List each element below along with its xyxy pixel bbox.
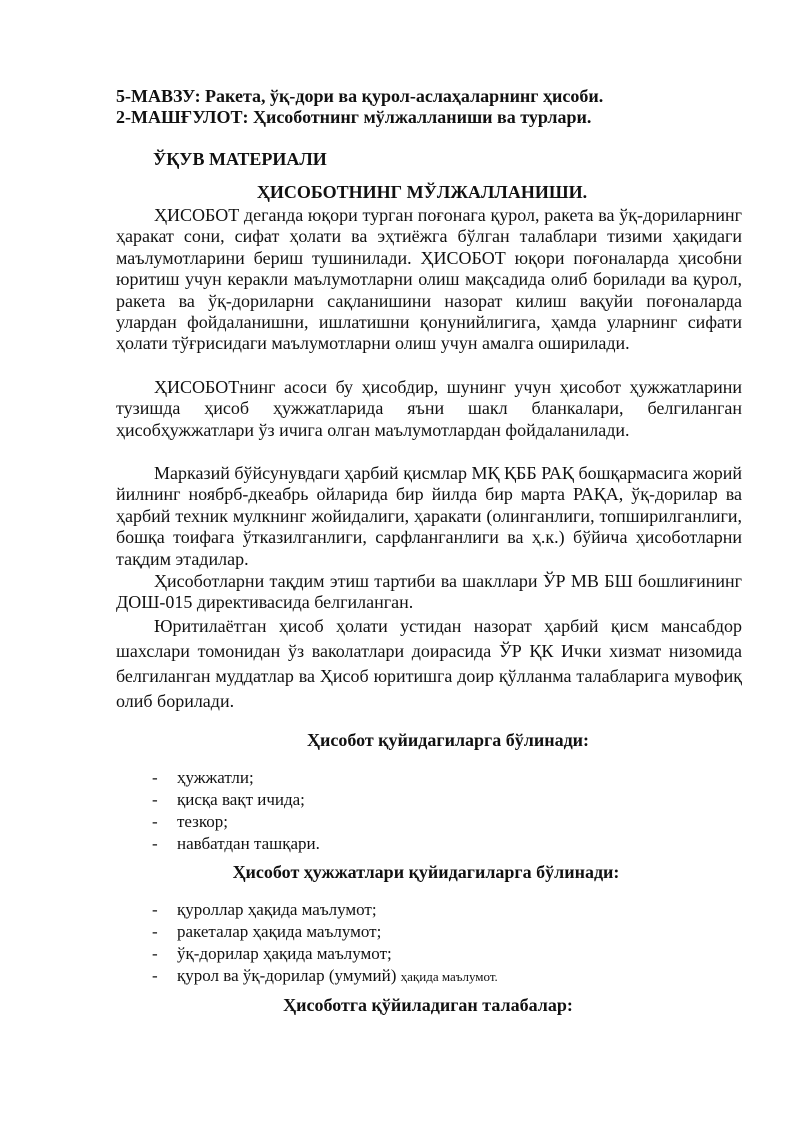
report-types-heading: Ҳисобот қуйидагиларга бўлинади: xyxy=(306,730,590,750)
paragraph-2: ҲИСОБОТнинг асоси бу ҳисобдир, шунинг учун ҳисобот ҳужжатларини тузишда ҳисоб ҳужжатларида яъни шакл бланкалари, белгиланган ҳисобҳужжатлари ўз ичига олган маълумотлардан фойдаланилади. xyxy=(116,377,742,440)
report-types-list xyxy=(152,767,320,855)
list-item: - навбатдан ташқари. xyxy=(152,833,320,855)
main-title: ҲИСОБОТНИНГ МЎЛЖАЛЛАНИШИ. xyxy=(256,182,588,202)
topic-heading: 5-МАВЗУ: Ракета, ўқ-дори ва қурол-аслаҳаларнинг ҳисоби. xyxy=(116,86,604,106)
list-item-main: қурол ва ўқ-дорилар (умумий) xyxy=(177,966,401,985)
section-label: ЎҚУВ МАТЕРИАЛИ xyxy=(153,149,327,169)
list-item: - қуроллар ҳақида маълумот; xyxy=(152,899,498,921)
list-item xyxy=(152,965,498,988)
list-item: - қисқа вақт ичида; xyxy=(152,789,320,811)
lesson-heading: 2-МАШҒУЛОТ: Ҳисоботнинг мўлжалланиши ва турлари. xyxy=(116,107,592,127)
list-item-small: ҳақида маълумот. xyxy=(400,969,498,984)
list-item: - ракеталар ҳақида маълумот; xyxy=(152,921,498,943)
list-item: - ўқ-дорилар ҳақида маълумот; xyxy=(152,943,498,965)
report-documents-list xyxy=(152,899,498,988)
paragraph-4: Ҳисоботларни тақдим этиш тартиби ва шакллари ЎР МВ БШ бошлиғининг ДОШ-015 директивасида белгиланган. xyxy=(116,571,742,613)
paragraph-1: ҲИСОБОТ деганда юқори турган поғонага қурол, ракета ва ўқ-дориларнинг ҳаракат сони, сифат ҳолати ва эҳтиёжга бўлган талаблари тизими ҳақидаги маълумотларини бериш тушинилади. ҲИСОБОТ юқори поғоналарда ҳисобни юритиш учун керакли маълумотларни олиш мақсадида олиб борилади ва қурол, ракета ва ўқ-дориларни сақланишини назорат килиш вақуйи поғоналарда улардан фойдаланишни, ишлатишни қонунийлигига, ҳамда уларнинг сифати ҳолати тўғрисидаги маълумотларни олиш учун амалга оширилади. xyxy=(116,205,742,354)
report-documents-heading: Ҳисобот ҳужжатлари қуйидагиларга бўлинади: xyxy=(232,862,620,882)
requirements-heading: Ҳисоботга қўйиладиган талабалар: xyxy=(283,995,573,1015)
list-item: - тезкор; xyxy=(152,811,320,833)
list-item: - ҳужжатли; xyxy=(152,767,320,789)
paragraph-5: Юритилаётган ҳисоб ҳолати устидан назорат ҳарбий қисм мансабдор шахслари томонидан ўз ваколатлари доирасида ЎР ҚК Ички хизмат низомида белгиланган муддатлар ва Ҳисоб юритишга доир қўлланма талабларига мувофиқ олиб борилади. xyxy=(116,616,742,711)
paragraph-3: Марказий бўйсунувдаги ҳарбий қисмлар МҚ ҚББ РАҚ бошқармасига жорий йилнинг ноябрб-дкеабрь ойларида бир йилда бир марта РАҚА, ўқ-дорилар ва ҳарбий техник мулкнинг жойидалиги, ҳаракати (олинганлиги, топширилганлиги, бошқа тоифага ўтказилганлиги, сарфланганлиги ва ҳ.к.) бўйича ҳисоботларни тақдим этадилар. xyxy=(116,463,742,569)
